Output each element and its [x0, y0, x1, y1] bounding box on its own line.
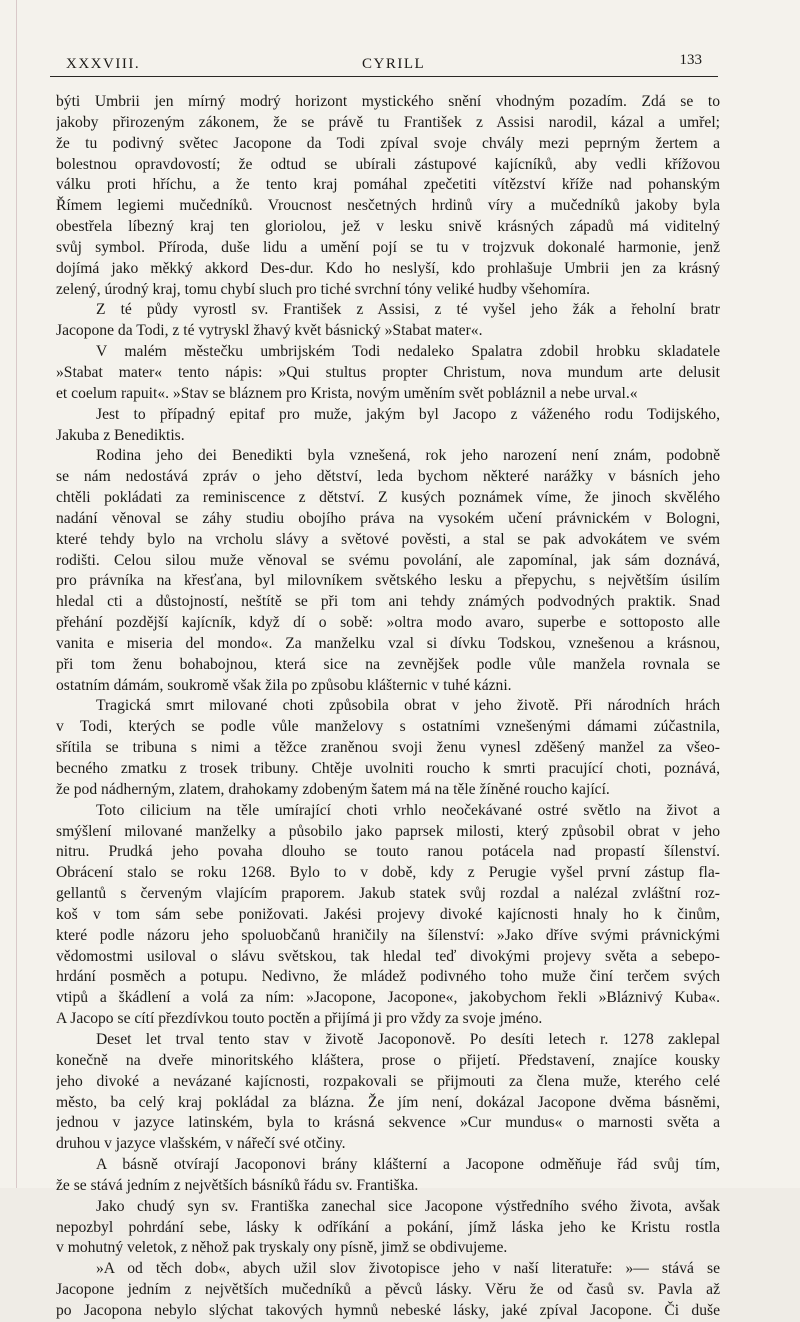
text-line: že pod nádherným, zlatem, drahokamy zdobeným šatem má na těle žíněné roucho kající.: [56, 780, 610, 798]
text-line: svůj symbol. Příroda, duše lidu a umění pojí se tu v trojzvuk dokonalé harmonie, jenž: [56, 238, 720, 256]
page-number: 133: [679, 52, 702, 68]
text-line: »Stabat mater« tento nápis: »Qui stultus propter Christum, nova mundum arte delusit: [56, 363, 720, 381]
header-rule: [50, 76, 718, 79]
text-line: vanita e miseria del mondo«. Za manželku vzal si dívku Todskou, vznešenou a krásnou,: [56, 634, 720, 652]
running-title: CYRILL: [362, 56, 426, 72]
text-line: jeho divoké a nevázané kajícnosti, rozpakovali se přijmouti za člena muže, kterého celé: [56, 1072, 720, 1090]
text-line: sřítila se tribuna s nimi a těžce zraněnou svoji ženu vynesl zděšený manžel za všeo-: [56, 739, 720, 757]
text-line: »A od těch dob«, abych užil slov životopisce jeho v naší literatuře: »— stává se: [96, 1260, 720, 1278]
text-line: býti Umbrii jen mírný modrý horizont mystického snění vhodným pozadím. Zdá se to: [56, 93, 720, 110]
text-line: Z té půdy vyrostl sv. František z Assisi, z té vyšel jeho žák a řeholní bratr: [96, 301, 720, 319]
text-line: Tragická smrt milované choti způsobila obrat v jeho životě. Při národních hrách: [96, 697, 720, 715]
text-line: hledal cti a důstojností, neštítě se při tom ani tehdy známých podvodných praktik. Snad: [56, 593, 720, 611]
text-line: po Jacopona nebylo slýchat takových hymnů nebeské lásky, jaké zpíval Jacopone. Či duše: [56, 1301, 720, 1319]
text-line: Deset let trval tento stav v životě Jacoponově. Po desíti letech r. 1278 zaklepal: [96, 1030, 720, 1048]
text-line: se nám nedostává zpráv o jeho dětství, leda bychom některé narážky v básních jeho: [56, 468, 720, 486]
text-line: Jacopone da Todi, z té vytryskl žhavý květ básnický »Stabat mater«.: [56, 322, 483, 340]
text-line: obestřela líbezný kraj ten gloriolou, jež v lesku snivě krásných západů má viditelný: [56, 218, 720, 236]
text-line: přehání pozdější kajícník, když dí o sobě: »oltra modo avaro, superbe e sottoposto alle: [56, 614, 720, 632]
text-line: A Jacopo se cítí přezdívkou touto poctěn a přijímá ji pro vždy za svoje jméno.: [56, 1010, 543, 1028]
text-line: zelený, úrodný kraj, tomu chybí sluch pro tiché svrchní tóny veliké hudby všehomíra.: [56, 280, 590, 298]
text-line: smýšlení milované manželky a působilo jako paprsek milosti, který způsobil obrat v jeho: [56, 822, 720, 840]
text-line: et coelum rapuit«. »Stav se bláznem pro Krista, novým uměním svět pobláznil a nebe urval.«: [56, 384, 638, 402]
text-line: válku proti hříchu, a že tento kraj pomáhal zpečetiti vítězství kříže nad pohanským: [56, 176, 720, 194]
text-line: které podle názoru jeho spoluobčanů hraničily na šílenství: »Jako dříve svými právnickými: [56, 926, 720, 944]
volume-number: XXXVIII.: [66, 56, 141, 72]
page-edge-line: [16, 0, 17, 1188]
text-line: Jakuba z Benediktis.: [56, 426, 185, 444]
text-line: gellantů s červeným vlajícím praporem. Jakub statek svůj rozdal a nalézal zvláštní roz-: [56, 885, 720, 903]
text-line: vědomostmi usiloval o slávu světskou, tak hledal teď divokými projevy světa a sebepo-: [56, 947, 720, 965]
text-line: nitru. Prudká jeho povaha dlouho se touto ranou potácela nad propastí šílenství.: [56, 843, 720, 861]
text-line: že se stává jedním z největších básníků řádu sv. Františka.: [56, 1176, 419, 1194]
text-line: v mohutný veletok, z něhož pak tryskaly ony písně, jimž se obdivujeme.: [56, 1239, 508, 1257]
text-line: konečně na dveře minoritského kláštera, prose o přijetí. Představení, znajíce kousky: [56, 1051, 720, 1069]
text-line: bolestnou opravdovostí; že odtud se ubírali zástupové kajícníků, aby vedli křížovou: [56, 155, 720, 173]
text-line: které tehdy bylo na vrcholu slávy a světové pověsti, a stal se pak advokátem ve svém: [56, 530, 720, 548]
text-line: jakoby přirozeným zákonem, že se právě tu František z Assisi narodil, kázal a umřel;: [56, 113, 720, 131]
text-line: Jako chudý syn sv. Františka zanechal sice Jacopone výstředního svého života, avšak: [96, 1197, 720, 1215]
text-line: nadání věnoval se záhy studiu obojího práva na vysokém učení právnickém v Bologni,: [56, 509, 720, 527]
text-line: koš v tom sám sebe ponižovati. Jakési projevy divoké kajícnosti hnaly ho k činům,: [56, 905, 720, 923]
text-line: Toto cilicium na těle umírající choti vrhlo neočekávané ostré světlo na život a: [96, 801, 720, 819]
text-line: jednou v jazyce latinském, byla to krásná sekvence »Cur mundus« o marnosti světa a: [56, 1114, 720, 1132]
body-text: [56, 92, 720, 1322]
text-line: Rodina jeho dei Benedikti byla vznešená, rok jeho narození není znám, podobně: [96, 447, 720, 465]
text-line: při tom ženu bohabojnou, která sice na zevnějšek podle vůle manžela rovnala se: [56, 655, 720, 673]
text-line: nepozbyl pohrdání sebe, lásky k odříkání a pokání, jímž láska jeho ke Kristu rostla: [56, 1218, 720, 1236]
text-line: že tu podivný světec Jacopone da Todi zpíval svoje chvály mezi peprným žertem a: [56, 134, 720, 152]
text-line: A básně otvírají Jacoponovi brány klášterní a Jacopone odměňuje řád svůj tím,: [96, 1156, 720, 1174]
text-line: Římem legiemi mučedníků. Vroucnost nesčetných hrdinů víry a mučedníků jakoby byla: [56, 197, 720, 215]
text-line: v Todi, kterých se podle vůle manželovy s ostatními vznešenými dámami zúčastnila,: [56, 718, 720, 736]
text-line: hrdání posměch a potupu. Nedivno, že mládež podivného toho muže činí terčem svých: [56, 968, 720, 986]
text-line: Obrácení stalo se roku 1268. Bylo to v době, kdy z Perugie vyšel první zástup fla-: [56, 864, 720, 882]
text-line: město, ba celý kraj pokládal za blázna. Že jím není, dokázal Jacopone dvěma básněmi,: [56, 1093, 720, 1111]
text-line: druhou v jazyce vlašském, v nářečí své otčiny.: [56, 1135, 346, 1153]
text-line: vtipů a škádlení a volá za ním: »Jacopone, Jacopone«, jakobychom řekli »Bláznivý Kuba«.: [56, 989, 720, 1007]
text-line: pro právníka na křesťana, byl milovníkem světského lesku a přepychu, s největším úsilím: [56, 572, 720, 590]
text-line: becného zmatku z trosek tribuny. Chtěje uvolniti roucho k smrti pracující choti, poznává,: [56, 760, 720, 777]
text-line: ostatním dámám, soukromě však žila po způsobu klášternic v tuhé kázni.: [56, 676, 512, 694]
running-header: [50, 52, 718, 78]
text-line: dojímá jako měkký akkord Des-dur. Kdo ho neslyší, kdo prohlašuje Umbrii jen za krásný: [56, 259, 720, 277]
text-line: Jacopone jedním z největších mučedníků a pěvců lásky. Věru že od časů sv. Pavla až: [56, 1281, 720, 1299]
text-line: chtěli pokládati za reminiscence z dětství. Z kusých poznámek víme, že jinoch skvělého: [56, 489, 720, 507]
text-line: rodišti. Celou silou muže věnoval se svému povolání, ale zapomínal, jak sám doznává,: [56, 551, 720, 569]
text-line: Jest to případný epitaf pro muže, jakým byl Jacopo z váženého rodu Todijského,: [96, 405, 720, 423]
text-line: V malém městečku umbrijském Todi nedaleko Spalatra zdobil hrobku skladatele: [96, 343, 720, 361]
